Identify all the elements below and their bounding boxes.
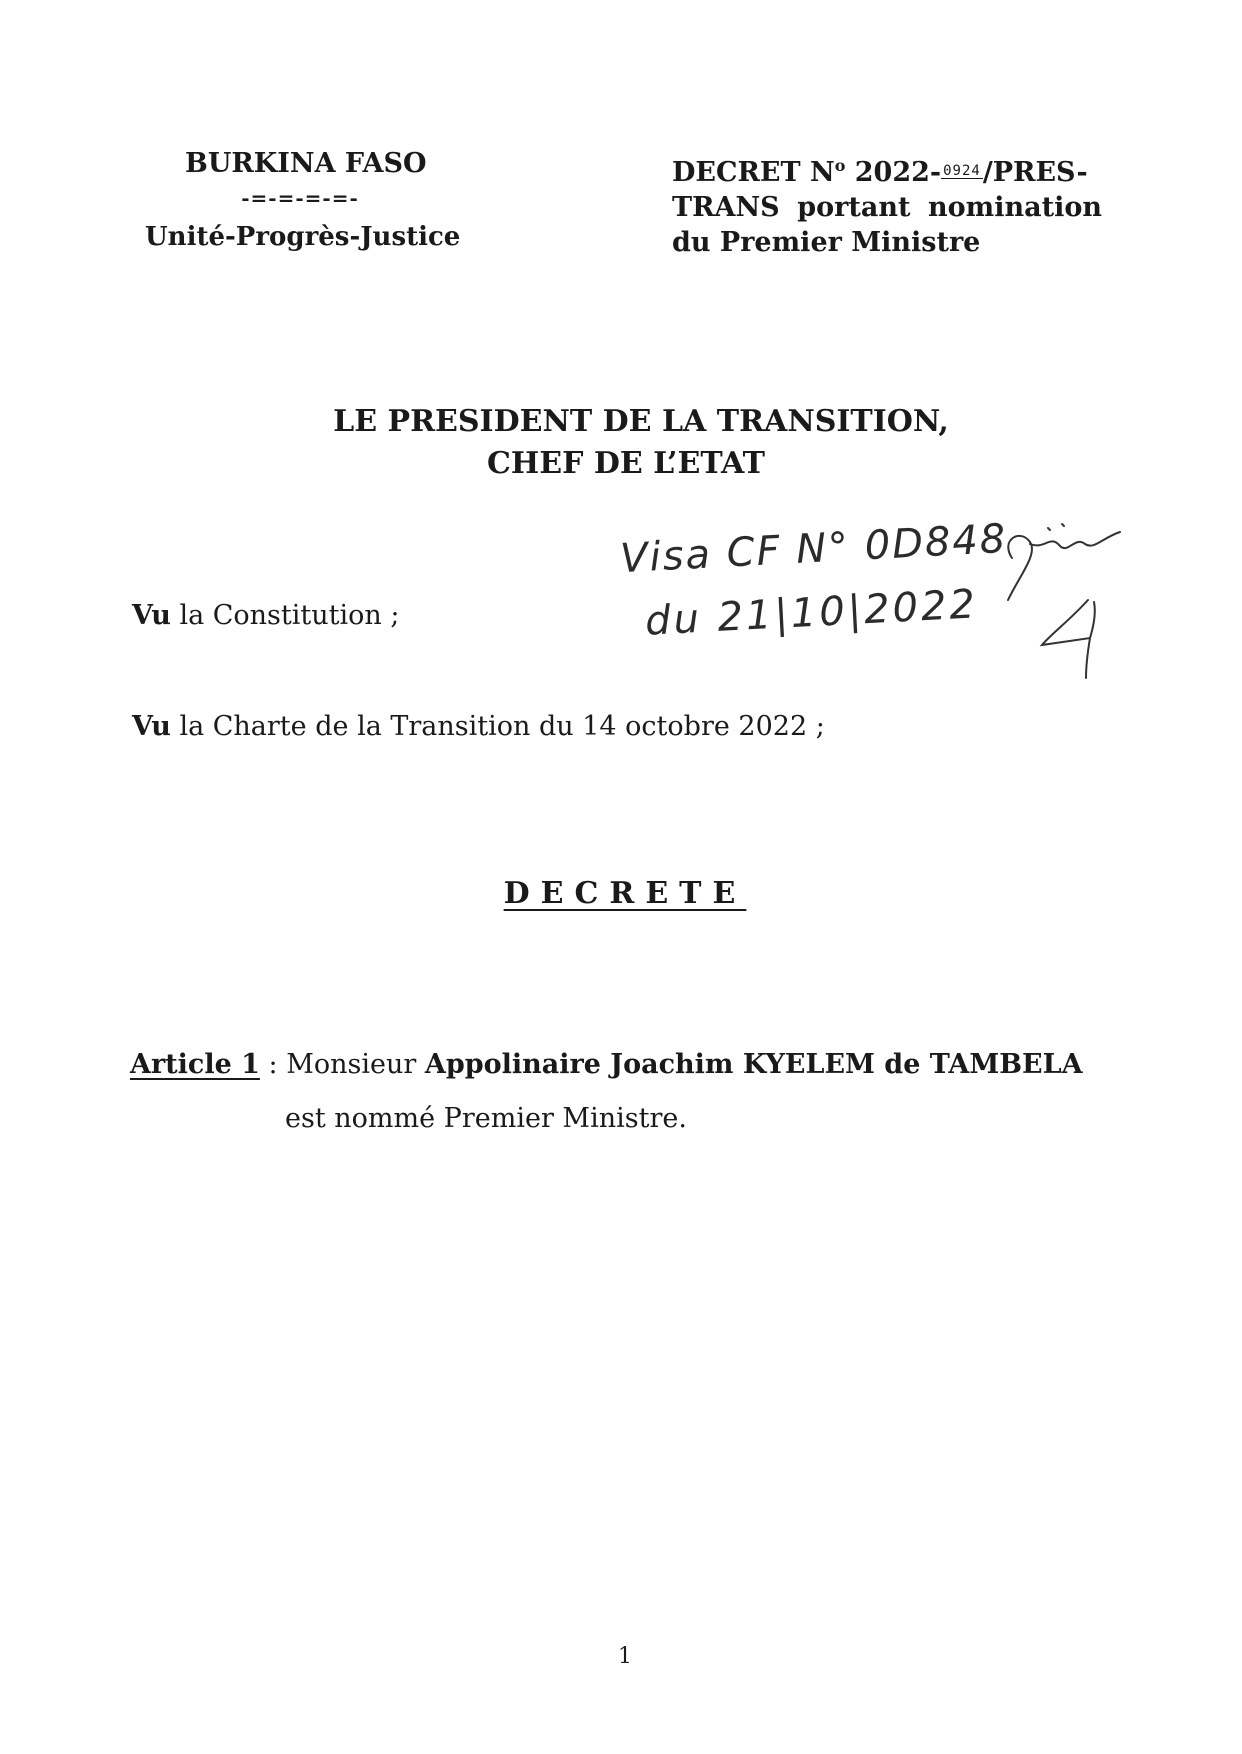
national-motto: Unité-Progrès-Justice xyxy=(145,222,461,252)
decree-title-line-1 xyxy=(672,148,1102,190)
consideration-charter xyxy=(132,711,825,742)
decree-word-portant: portant xyxy=(797,192,911,223)
article-1-line-2: est nommé Premier Ministre. xyxy=(285,1103,687,1134)
article-1-line-1 xyxy=(130,1049,1083,1080)
decree-prefix: DECRET N xyxy=(672,157,835,188)
consideration-constitution xyxy=(132,600,399,631)
article-label: Article 1 xyxy=(130,1049,260,1080)
vu-keyword: Vu xyxy=(132,600,171,631)
authority-line-1: LE PRESIDENT DE LA TRANSITION, xyxy=(333,404,949,439)
page-number: 1 xyxy=(618,1644,632,1669)
visa-handwritten-line-2: du 21|10|2022 xyxy=(644,581,979,645)
decree-heading xyxy=(0,876,1242,911)
authority-line-2: CHEF DE L’ETAT xyxy=(486,446,765,481)
vu-keyword: Vu xyxy=(132,711,171,742)
decree-title-line-3: du Premier Ministre xyxy=(672,227,981,258)
decree-sup: o xyxy=(834,156,846,175)
appointee-name: Appolinaire Joachim KYELEM de TAMBELA xyxy=(424,1049,1083,1080)
handwritten-signature-icon xyxy=(990,520,1130,680)
header-separator: -=-=-=-=- xyxy=(241,186,359,210)
consideration-text: la Charte de la Transition du 14 octobre 2022 ; xyxy=(170,711,825,742)
decree-heading-text: DECRETE xyxy=(503,876,747,911)
decree-year: 2022- xyxy=(845,157,942,188)
visa-handwritten-line-1: Visa CF N° 0D848 xyxy=(619,515,1009,583)
consideration-text: la Constitution ; xyxy=(170,600,400,631)
decree-title-block xyxy=(672,148,1102,260)
decree-number-stamp: 0924 xyxy=(943,163,981,179)
country-name: BURKINA FASO xyxy=(185,148,427,179)
article-separator: : Monsieur xyxy=(259,1049,425,1080)
decree-word-nomination: nomination xyxy=(928,192,1102,223)
decree-suffix: /PRES- xyxy=(982,157,1088,188)
decree-word-trans: TRANS xyxy=(672,192,780,223)
decree-title-line-2 xyxy=(672,190,1102,225)
